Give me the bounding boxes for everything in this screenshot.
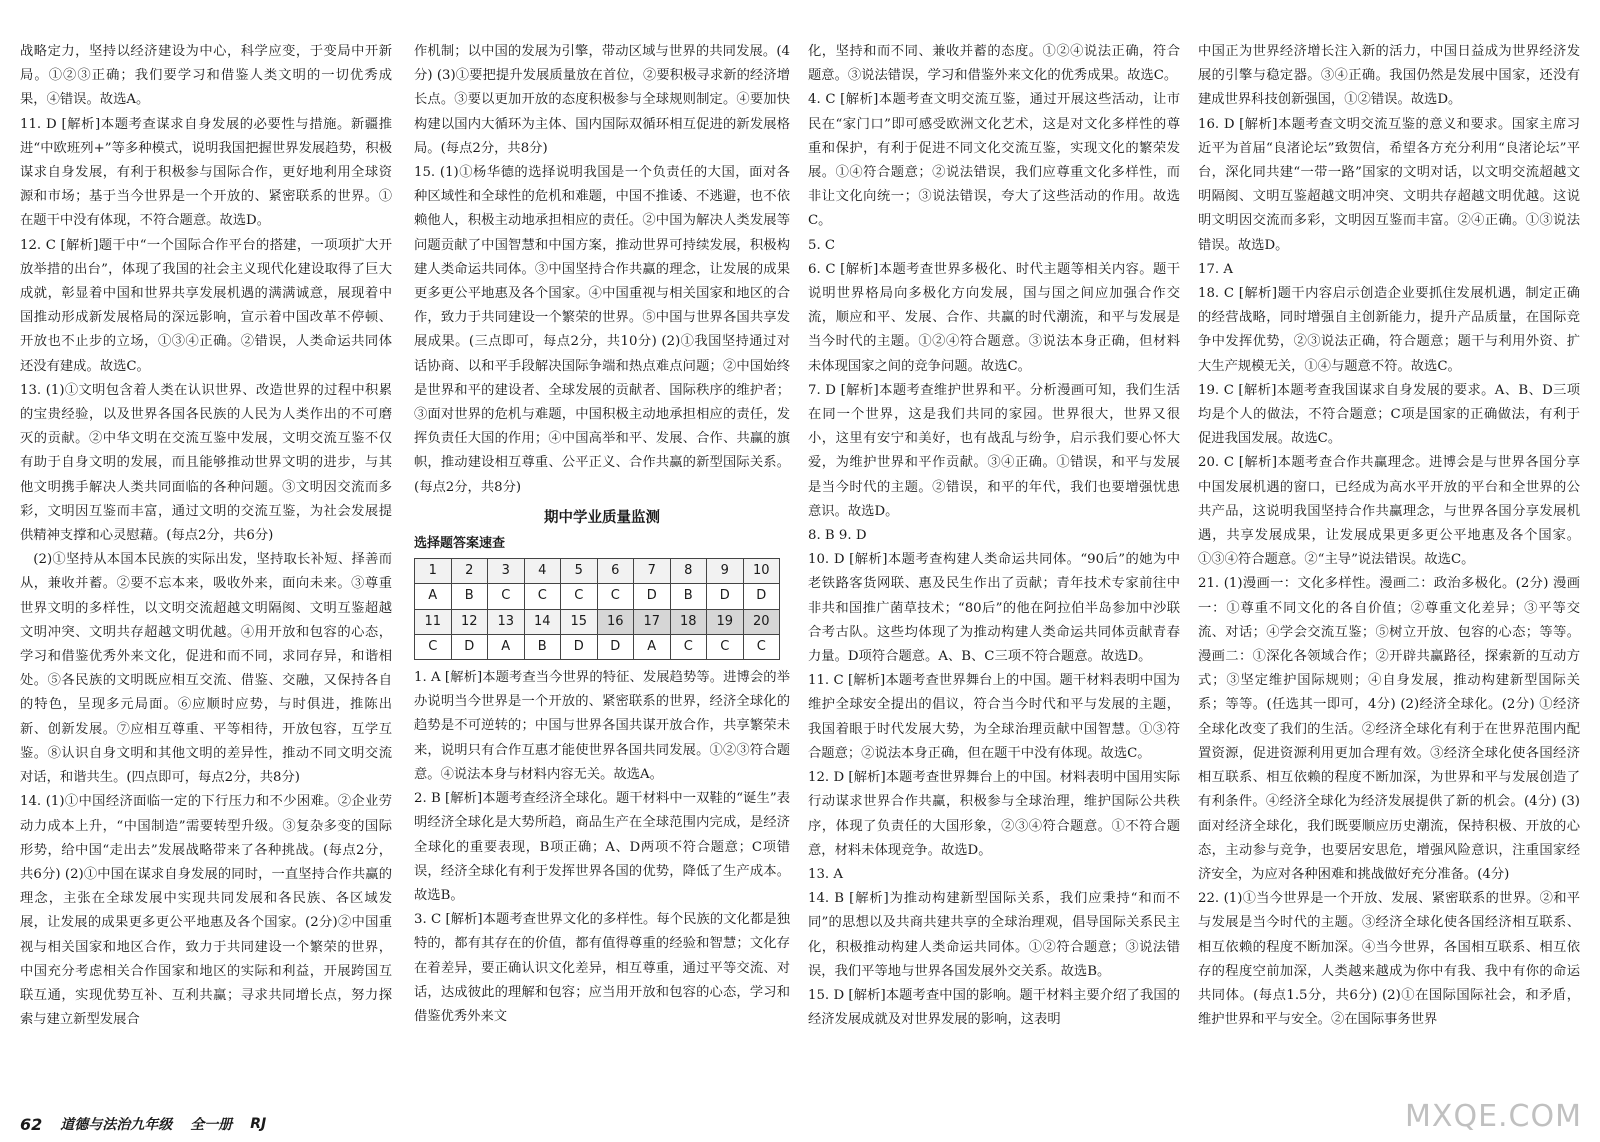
book-volume: 全一册 — [190, 1117, 233, 1133]
answer-paragraph: 战略定力，坚持以经济建设为中心，科学应变，于变局中开新局。①②③正确；我们要学习和借鉴人类文明的一切优秀成果，④错误。故选A。 — [20, 44, 392, 108]
page-footer — [20, 1112, 266, 1136]
answer-key-answer: B — [670, 584, 707, 609]
answer-key-answer: D — [561, 634, 598, 659]
answer-paragraph: 12. D [解析]本题考查世界舞台上的中国。材料表明中国用实际行动谋求世界合作共赢，积极参与全球治理，维护国际公共秩序，体现了负责任的大国形象，②③④符合题意。①不符合题意，材料未体现竞争。故选D。 — [808, 770, 1180, 858]
answer-key-answer: C — [670, 634, 707, 659]
answer-paragraph: 19. C [解析]本题考查我国谋求自身发展的要求。A、B、D三项均是个人的做法，不符合题意；C项是国家的正确做法，有利于促进我国发展。故选C。 — [1198, 382, 1580, 447]
answer-paragraph: 4. C [解析]本题考查文明交流互鉴，通过开展这些活动，让市民在“家门口”即可感受欧洲文化艺术，这是对文化多样性的尊重和保护，有利于促进不同文化交流互鉴，实现文化的繁荣发展。①④符合题意；②说法错误，我们应尊重文化多样性，而非让文化向统一；③说法错误，夸大了这些活动的作用。故选C。 — [808, 92, 1180, 229]
answer-key-answer: D — [451, 634, 488, 659]
answer-key-number-row — [415, 609, 780, 634]
answer-paragraph: 21. (1)漫画一：文化多样性。漫画二：政治多极化。(2分) 漫画一：①尊重不同文化的各自价值；②尊重文化差异；③平等交流、对话；④学会交流互鉴；⑤树立开放、包容的心态；等等。 漫画二：①深化各领域合作；②开辟共赢路径，探索新的互动方式；③坚定维护国际规则；④自身发展，推动构建新型国际关系；等等。(任选其一即可，4分) (2)经济全球化。(2分) ①经济全球化改变了我们的生活。②经济全球化有利于在世界范围内配置资源，促进资源利用更加合理有效。③经济全球化使各国经济相互联系、相互依赖的程度不断加深，为世界和平与发展创造了有利条件。④经济全球化为经济发展提供了新的机会。(4分) (3)面对经济全球化，我们既要顺应历史潮流，保持积极、开放的心态，主动参与竞争，也要居安思危，增强风险意识，注重国家经济安全，为应对各种困难和挑战做好充分准备。(4分) — [1198, 576, 1580, 882]
answer-paragraph: 12. C [解析]题干中“一个国际合作平台的搭建，一项项扩大开放举措的出台”，体现了我国的社会主义现代化建设取得了巨大成就，彰显着中国和世界共享发展机遇的满满诚意，展现着中国推动形成新发展格局的深远影响，宣示着中国改革不停顿、开放也不止步的立场，①③④正确。②错误，人类命运共同体还没有建成。故选C。 — [20, 237, 392, 374]
book-edition: RJ — [250, 1116, 267, 1132]
answer-key-number: 8 — [670, 559, 707, 584]
answer-key-number: 15 — [561, 609, 598, 634]
answer-key-number: 4 — [524, 559, 561, 584]
answer-paragraph: 8. B 9. D — [808, 528, 867, 544]
answer-key-table — [414, 558, 780, 660]
answer-key-answer: D — [707, 584, 744, 609]
answer-key-answer: D — [743, 584, 780, 609]
answer-paragraph: 化，坚持和而不同、兼收并蓄的态度。①②④说法正确，符合题意。③说法错误，学习和借鉴外来文化的优秀成果。故选C。 — [808, 44, 1180, 84]
answer-key-number: 5 — [561, 559, 598, 584]
answer-key-number: 16 — [597, 609, 634, 634]
answer-paragraph: 11. D [解析]本题考查谋求自身发展的必要性与措施。新疆推进“中欧班列+”等多种模式，说明我国把握世界发展趋势，积极谋求自身发展，有利于积极参与国际合作，更好地利用全球资源和市场；基于当今世界是一个开放的、紧密联系的世界。①在题干中没有体现，不符合题意。故选D。 — [20, 116, 392, 229]
answer-key-answer-row — [415, 634, 780, 659]
answer-key-number: 13 — [488, 609, 525, 634]
answer-key-number: 14 — [524, 609, 561, 634]
book-subject: 道德与法治九年级 — [60, 1117, 173, 1133]
answer-key-answer: C — [524, 584, 561, 609]
answer-paragraph: 18. C [解析]题干内容启示创造企业要抓住发展机遇，制定正确的经营战略，同时增强自主创新能力，提升产品质量，在国际竞争中发挥优势，②③说法正确，符合题意；题干与利用外资、扩大生产规模无关，①④与题意不符。故选C。 — [1198, 286, 1580, 374]
answer-paragraph: 13. (1)①文明包含着人类在认识世界、改造世界的过程中积累的宝贵经验，以及世界各国各民族的人民为人类作出的不可磨灭的贡献。②中华文明在交流互鉴中发展，文明交流互鉴不仅有助于自身文明的发展，而且能够推动世界文明的进步，与其他文明携手解决人类共同面临的各种问题。③文明因交流而多彩，文明因互鉴而丰富，通过文明的交流互鉴，为社会发展提供精神支撑和心灵慰藉。(每点2分，共6分) — [20, 382, 392, 544]
answer-key-answer: C — [561, 584, 598, 609]
answer-key-answer: A — [634, 634, 671, 659]
answer-paragraph: 13. A — [808, 866, 843, 882]
watermark: MXQE.COM — [1405, 1099, 1582, 1134]
answer-paragraph: 20. C [解析]本题考查合作共赢理念。进博会是与世界各国分享中国发展机遇的窗口，已经成为高水平开放的平台和全世界的公共产品，这说明我国坚持合作共赢理念，与世界各国分享发展机遇，共享发展成果，让发展成果更多更公平地惠及各个国家。①③④符合题意。②“主导”说法错误。故选C。 — [1198, 455, 1580, 568]
answer-key-number: 18 — [670, 609, 707, 634]
answer-key-answer: C — [488, 584, 525, 609]
answer-key-number: 7 — [634, 559, 671, 584]
answer-paragraph: 15. D [解析]本题考查中国的影响。题干材料主要介绍了我国的经济发展成就及对世界发展的影响，这表明 — [808, 987, 1180, 1028]
answer-paragraph: 22. (1)①当今世界是一个开放、发展、紧密联系的世界。②和平与发展是当今时代的主题。③经济全球化使各国经济相互联系、相互依赖的程度不断加深。④当今世界，各国相互联系、相互依存的程度空前加深，人类越来越成为你中有我、我中有你的命运共同体。(每点1.5分，共6分) (2)①在国际国际社会，和矛盾，维护世界和平与安全。②在国际事务世界 — [1198, 891, 1580, 1028]
answer-paragraph: 7. D [解析]本题考查维护世界和平。分析漫画可知，我们生活在同一个世界，这是我们共同的家园。世界很大，世界又很小，这里有安宁和美好，也有战乱与纷争，启示我们要心怀大爱，为维护世界和平作贡献。③④正确。①错误，和平与发展是当今时代的主题。②错误，和平的年代，我们也要增强忧患意识。故选D。 — [808, 382, 1180, 519]
answer-paragraph: 11. C [解析]本题考查世界舞台上的中国。题干材料表明中国为维护全球安全提出的倡议，符合当今时代和平与发展的主题，我国着眼于时代发展大势，为全球治理贡献中国智慧。①③符合题意；②说法本身正确，但在题干中没有体现。故选C。 — [808, 673, 1180, 761]
answer-key-answer-row — [415, 584, 780, 609]
answer-key-number: 12 — [451, 609, 488, 634]
answer-paragraph: 作机制；以中国的发展为引擎，带动区域与世界的共同发展。(4分) (3)①要把提升发展质量放在首位，②要积极寻求新的经济增长点。③要以更加开放的态度积极参与全球规则制定。④要加快构建以国内大循环为主体、国内国际双循环相互促进的新发展格局。(每点2分，共8分) — [414, 44, 790, 156]
answer-paragraph: 1. A [解析]本题考查当今世界的特征、发展趋势等。进博会的举办说明当今世界是一个开放的、紧密联系的世界，经济全球化的趋势是不可逆转的；中国与世界各国共谋开放合作，共享繁荣未来，说明只有合作互惠才能使世界各国共同发展。①②③符合题意。④说法本身与材料内容无关。故选A。 — [414, 670, 790, 782]
answer-key-answer: A — [415, 584, 452, 609]
answer-paragraph: 3. C [解析]本题考查世界文化的多样性。每个民族的文化都是独特的，都有其存在的价值，都有值得尊重的经验和智慧；文化存在着差异，要正确认识文化差异，相互尊重，通过平等交流、对话，达成彼此的理解和包容；应当用开放和包容的心态，学习和借鉴优秀外来文 — [414, 912, 790, 1024]
answer-key-number: 20 — [743, 609, 780, 634]
answer-key-number: 17 — [634, 609, 671, 634]
section-title: 期中学业质量监测 — [544, 509, 660, 526]
column-1 — [20, 40, 392, 1100]
answer-key-answer: C — [743, 634, 780, 659]
page-number: 62 — [20, 1114, 43, 1134]
answer-paragraph: 17. A — [1198, 261, 1233, 277]
answer-key-number: 2 — [451, 559, 488, 584]
answer-key-number: 1 — [415, 559, 452, 584]
answer-key-answer: C — [707, 634, 744, 659]
answer-paragraph: 14. (1)①中国经济面临一定的下行压力和不少困难。②企业劳动力成本上升，“中国制造”需要转型升级。③复杂多变的国际形势，给中国“走出去”发展战略带来了各种挑战。(每点2分，共6分) (2)①中国在谋求自身发展的同时，一直坚持合作共赢的理念，主张在全球发展中实现共同发展和各民族、各区域发展，让发展的成果更多更公平地惠及各个国家。(2分)②中国重视与相关国家和地区合作，致力于共同建设一个繁荣的世界，中国充分考虑相关合作国家和地区的实际和利益，开展跨国互联互通，实现优势互补、互利共赢；寻求共同增长点，努力探索与建立新型发展合 — [20, 794, 392, 1028]
answer-paragraph: 16. D [解析]本题考查文明交流互鉴的意义和要求。国家主席习近平为首届“良渚论坛”致贺信，希望各方充分利用“良渚论坛”平台，深化同共建“一带一路”国家的文明对话，以文明交流超越文明隔阂、文明互鉴超越文明冲突、文明共存超越文明优越。这说明文明因交流而多彩，文明因互鉴而丰富。②④正确。①③说法错误。故选D。 — [1198, 116, 1580, 253]
answer-paragraph: 6. C [解析]本题考查世界多极化、时代主题等相关内容。题干说明世界格局向多极化方向发展，国与国之间应加强合作交流，顺应和平、发展、合作、共赢的时代潮流，和平与发展是当今时代的主题。①②④符合题意。③说法本身正确，但材料未体现国家之间的竞争问题。故选C。 — [808, 261, 1180, 374]
answer-paragraph: 15. (1)①杨华德的选择说明我国是一个负责任的大国，面对各种区域性和全球性的危机和难题，中国不推诿、不逃避，也不依赖他人，积极主动地承担相应的责任。②中国为解决人类发展等问题贡献了中国智慧和中国方案，推动世界可持续发展，积极构建人类命运共同体。③中国坚持合作共赢的理念，让发展的成果更多更公平地惠及各个国家。④中国重视与相关国家和地区的合作，致力于共同建设一个繁荣的世界。⑤中国与世界各国共享发展成果。(三点即可，每点2分，共10分) (2)①我国坚持通过对话协商、以和平手段解决国际争端和热点难点问题；②中国始终是世界和平的建设者、全球发展的贡献者、国际秩序的维护者；③面对世界的危机与难题，中国积极主动地承担相应的责任，发挥负责任大国的作用；④中国高举和平、发展、合作、共赢的旗帜，推动建设相互尊重、公平正义、合作共赢的新型国际关系。(每点2分，共8分) — [414, 165, 790, 495]
answer-paragraph: (2)①坚持从本国本民族的实际出发，坚持取长补短、择善而从，兼收并蓄。②要不忘本来，吸收外来，面向未来。③尊重世界文明的多样性，以文明交流超越文明隔阂、文明互鉴超越文明冲突、文明共存超越文明优越。④用开放和包容的心态，学习和借鉴优秀外来文化，促进和而不同，求同存异，和谐相处。⑤各民族的文明既应相互交流、借鉴、交融，又保持各自的特色，呈现多元局面。⑥应顺时应势，与时俱进，推陈出新、创新发展。⑦应相互尊重、平等相待，开放包容，互学互鉴。⑧认识自身文明和其他文明的差异性，推动不同文明交流对话，和谐共生。(四点即可，每点2分，共8分) — [20, 552, 392, 786]
answer-paragraph: 14. B [解析]为推动构建新型国际关系，我们应秉持“和而不同”的思想以及共商共建共享的全球治理观，倡导国际关系民主化，积极推动构建人类命运共同体。①②符合题意；③说法错误，我们平等地与世界各国发展外交关系。故选B。 — [808, 891, 1180, 979]
answer-paragraph: 2. B [解析]本题考查经济全球化。题干材料中一双鞋的“诞生”表明经济全球化是大势所趋，商品生产在全球范围内完成，是经济全球化的重要表现，B项正确；A、D两项不符合题意；C项错误，经济全球化有利于发挥世界各国的优势，降低了生产成本。故选B。 — [414, 791, 790, 903]
answer-key-answer: D — [597, 634, 634, 659]
column-4 — [1198, 40, 1580, 1100]
column-3 — [808, 40, 1180, 1100]
answer-key-answer: B — [451, 584, 488, 609]
answer-key-answer: D — [634, 584, 671, 609]
answer-paragraph: 5. C — [808, 237, 836, 253]
answer-key-answer: A — [488, 634, 525, 659]
answer-key-number: 9 — [707, 559, 744, 584]
answer-key-number-row — [415, 559, 780, 584]
answer-paragraph: 中国正为世界经济增长注入新的活力，中国日益成为世界经济发展的引擎与稳定器。③④正确。我国仍然是发展中国家，还没有建成世界科技创新强国，①②错误。故选D。 — [1198, 44, 1580, 108]
answer-key-number: 3 — [488, 559, 525, 584]
answer-key-answer: C — [415, 634, 452, 659]
answer-key-answer: C — [597, 584, 634, 609]
answer-key-number: 11 — [415, 609, 452, 634]
column-2 — [414, 40, 790, 1100]
answer-paragraph: 10. D [解析]本题考查构建人类命运共同体。“90后”的她为中老铁路客货网联、惠及民生作出了贡献；青年技术专家前往中非共和国推广菌草技术；“80后”的他在阿拉伯半岛参加中沙联合考古队。这些均体现了为推动构建人类命运共同体贡献青春力量。D项符合题意。A、B、C三项不符合题意。故选D。 — [808, 552, 1180, 665]
answer-key-answer: B — [524, 634, 561, 659]
answer-key-number: 10 — [743, 559, 780, 584]
answer-key-number: 6 — [597, 559, 634, 584]
answer-key-number: 19 — [707, 609, 744, 634]
answer-key-title: 选择题答案速查 — [414, 536, 506, 552]
